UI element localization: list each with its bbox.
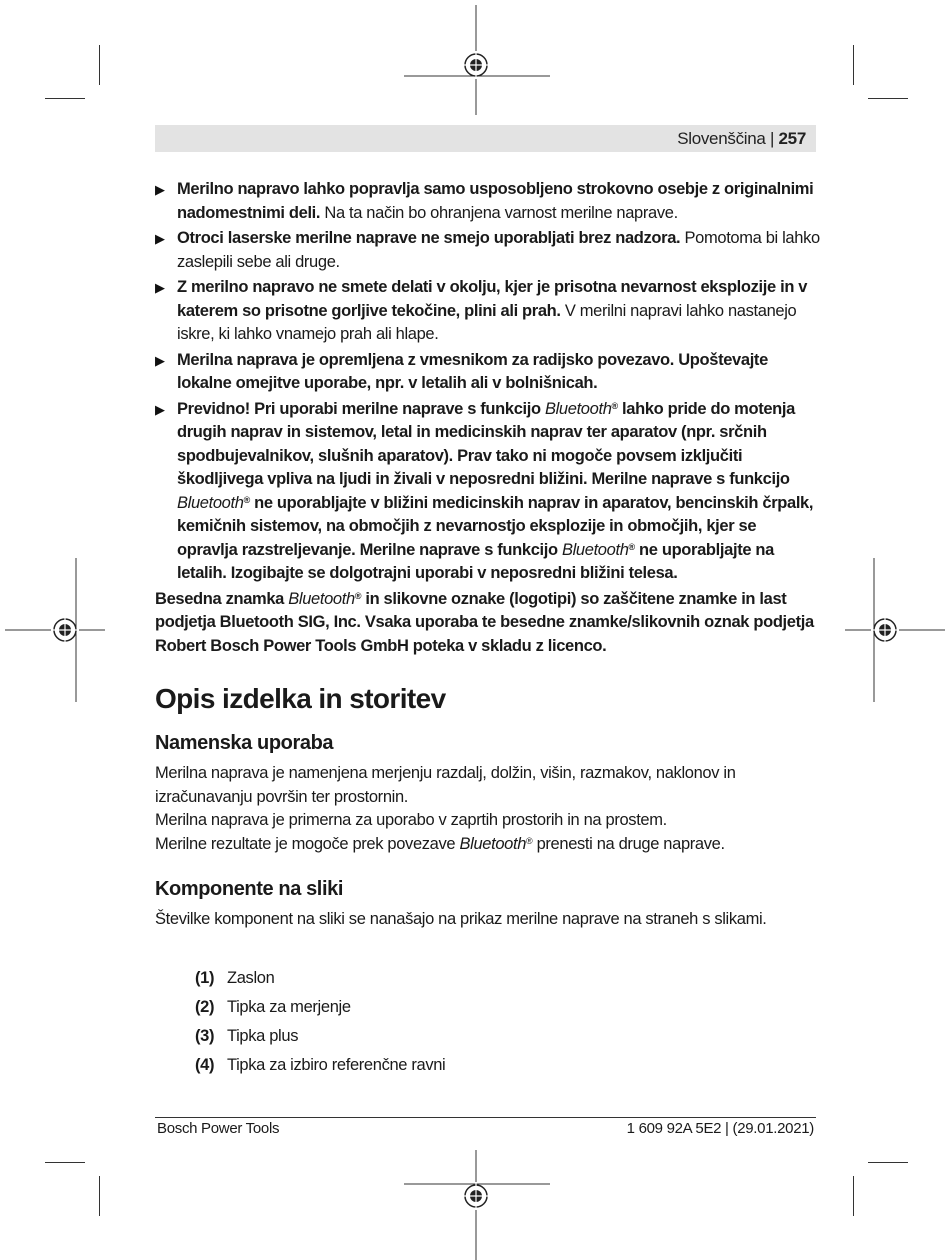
- bt-text-3: ne uporabljajte v bližini medicinskih naprav in aparatov, bencinskih črpalk, kemičnih sistemov, na območjih z nevarnostjo eksplozije in območjih, kjer se opravlja razstreljevanje. Merilne naprave s funkcijo: [177, 493, 814, 559]
- header-language: Slovenščina: [677, 129, 766, 148]
- safety-bullet: [155, 349, 820, 396]
- crop-mark: [868, 1162, 908, 1163]
- bullet-bold-text: Merilno napravo lahko popravlja samo usposobljeno strokovno osebje z originalnimi nadomestnimi deli.: [177, 180, 814, 222]
- bt-text-4: ne uporabljajte na letalih. Izogibajte se dolgotrajni uporabi v neposredni bližini telesa.: [177, 540, 774, 582]
- component-number: (3): [195, 1026, 215, 1045]
- registered-mark: ®: [243, 494, 250, 505]
- crop-mark: [99, 1176, 100, 1216]
- crop-mark: [868, 98, 908, 99]
- registration-mark-top: [404, 5, 550, 115]
- component-label: Zaslon: [227, 968, 275, 987]
- bt-text-2: lahko pride do motenja drugih naprav in sistemov, letal in medicinskih naprav ter aparatov (npr. srčnih spodbujevalnikov, slušnih aparatov). Prav tako ni mogoče povsem izključiti škodljivega vpliva na ljudi in živali v neposredni bližini. Merilne naprave s funkcijo: [177, 399, 795, 488]
- component-number: (1): [195, 968, 215, 987]
- page-header: [155, 125, 816, 152]
- list-item: [195, 993, 820, 1022]
- list-item: [195, 964, 820, 993]
- intended-use-text: prenesti na druge naprave.: [532, 834, 725, 853]
- list-item: [195, 1051, 820, 1080]
- bluetooth-word: Bluetooth: [177, 493, 244, 512]
- crop-mark: [853, 45, 854, 85]
- components-heading: Komponente na sliki: [155, 878, 343, 900]
- component-label: Tipka plus: [227, 1026, 299, 1045]
- bluetooth-word: Bluetooth: [544, 399, 612, 418]
- bluetooth-word: Bluetooth: [459, 834, 527, 853]
- section-title: Opis izdelka in storitev: [155, 683, 446, 714]
- components-section: [155, 876, 820, 1080]
- bluetooth-word: Bluetooth: [288, 589, 355, 608]
- bluetooth-safety-bullet: [155, 398, 820, 586]
- registration-mark-left: [5, 558, 105, 702]
- bullet-bold-text: Merilna naprava je opremljena z vmesnikom za radijsko povezavo. Upoštevajte lokalne omejitve uporabe, npr. v letalih ali v bolnišnicah.: [177, 350, 768, 392]
- intended-use-section: [155, 730, 820, 856]
- registered-mark: ®: [611, 400, 618, 411]
- component-label: Tipka za merjenje: [227, 997, 351, 1016]
- registered-mark: ®: [628, 541, 635, 552]
- bluetooth-word: Bluetooth: [561, 540, 629, 559]
- bullet-text: Na ta način bo ohranjena varnost merilne naprave.: [320, 203, 678, 222]
- registration-mark-bottom: [404, 1150, 550, 1260]
- bullet-text: Pomotoma bi lahko zaslepili sebe ali druge.: [177, 229, 820, 271]
- list-item: [195, 1022, 820, 1051]
- footer-divider: [155, 1117, 816, 1118]
- intended-use-line: Merilna naprava je namenjena merjenju razdalj, dolžin, višin, razmakov, naklonov in izračunavanju površin ter prostornin.: [155, 764, 736, 806]
- trademark-text-1: Besedna znamka: [155, 589, 289, 608]
- intended-use-line: [155, 833, 820, 857]
- crop-mark: [99, 45, 100, 85]
- component-number: (2): [195, 997, 215, 1016]
- header-separator: |: [765, 129, 779, 148]
- component-number: (4): [195, 1055, 215, 1074]
- bullet-bold-text: Otroci laserske merilne naprave ne smejo uporabljati brez nadzora.: [177, 229, 681, 247]
- registered-mark: ®: [526, 835, 533, 846]
- component-label: Tipka za izbiro referenčne ravni: [227, 1055, 446, 1074]
- bullet-text: V merilni napravi lahko nastanejo iskre, ki lahko vnamejo prah ali hlape.: [177, 301, 797, 343]
- bullet-bold-text: Z merilno napravo ne smete delati v okolju, kjer je prisotna nevarnost eksplozije in v katerem so prisotne gorljive tekočine, plini ali prah.: [177, 278, 808, 320]
- footer-brand: Bosch Power Tools: [157, 1120, 280, 1137]
- registered-mark: ®: [354, 590, 362, 601]
- safety-bullet: [155, 276, 820, 347]
- page-content: [155, 178, 820, 1094]
- footer-doc-number: 1 609 92A 5E2 | (29.01.2021): [626, 1120, 814, 1137]
- safety-bullet: [155, 178, 820, 225]
- bt-text-1: Previdno! Pri uporabi merilne naprave s funkcijo: [177, 399, 545, 418]
- safety-bullet: [155, 227, 820, 274]
- header-text: [677, 129, 806, 149]
- registration-mark-right: [845, 558, 945, 702]
- trademark-notice: [155, 588, 820, 659]
- crop-mark: [853, 1176, 854, 1216]
- page-number: 257: [778, 129, 806, 148]
- components-intro: Številke komponent na sliki se nanašajo na prikaz merilne naprave na straneh s slikami.: [155, 910, 767, 928]
- intended-use-heading: Namenska uporaba: [155, 732, 334, 754]
- intended-use-line: Merilna naprava je primerna za uporabo v zaprtih prostorih in na prostem.: [155, 811, 667, 829]
- trademark-text-2: in slikovne oznake (logotipi) so zaščitene znamke in last podjetja Bluetooth SIG, Inc. Vsaka uporaba te besedne znamke/slikovnih oznak podjetja Robert Bosch Power Tools GmbH poteka v skladu z licenco.: [155, 589, 814, 655]
- crop-mark: [45, 1162, 85, 1163]
- intended-use-text: Merilne rezultate je mogoče prek povezave: [155, 834, 460, 853]
- crop-mark: [45, 98, 85, 99]
- components-list: [155, 964, 820, 1080]
